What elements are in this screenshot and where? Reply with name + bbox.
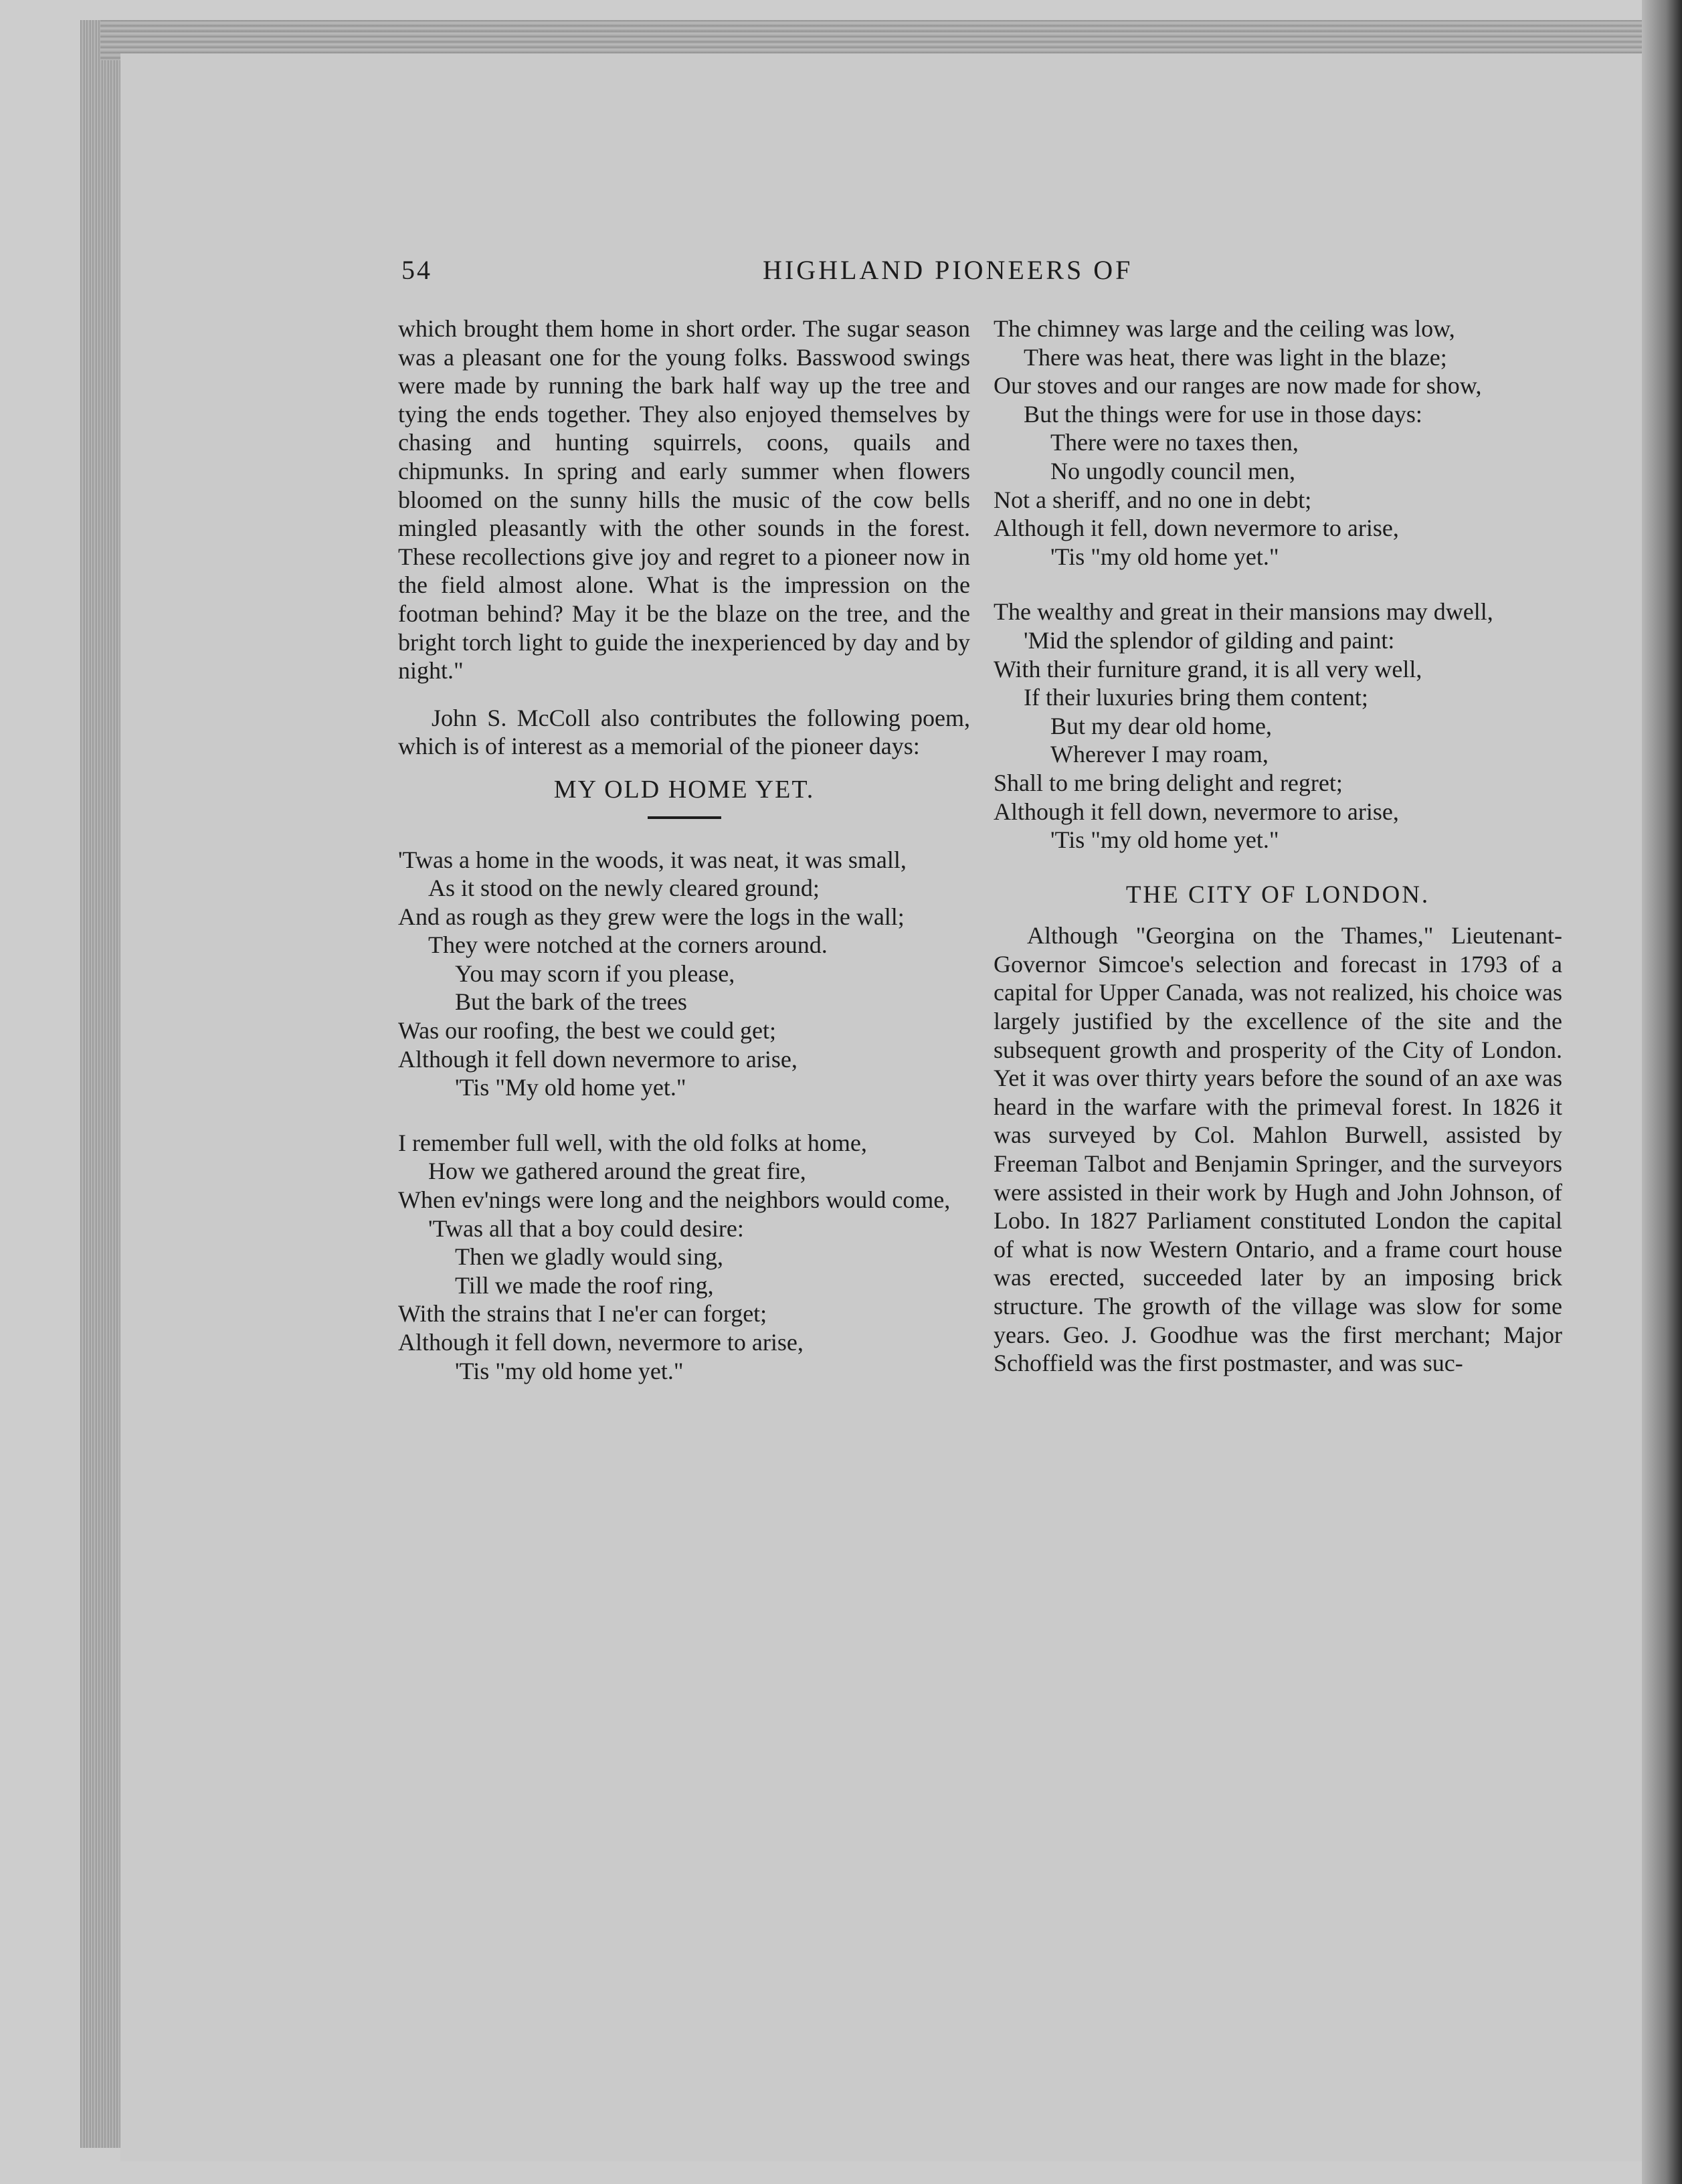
poem-line: If their luxuries bring them content; <box>1024 684 1368 711</box>
poem-stanza-3 <box>994 314 1562 571</box>
poem-line: 'Tis "my old home yet." <box>455 1357 684 1384</box>
running-title: HIGHLAND PIONEERS OF <box>763 255 1133 285</box>
poem-title: MY OLD HOME YET. <box>553 775 815 804</box>
poem-line: Shall to me bring delight and regret; <box>994 769 1343 796</box>
page-number: 54 <box>401 255 432 285</box>
poem-line: Although it fell down, nevermore to arise, <box>994 798 1399 825</box>
poem-line: Then we gladly would sing, <box>455 1243 723 1271</box>
poem-line: 'Twas a home in the woods, it was neat, it was small, <box>398 846 907 873</box>
poem-line: They were notched at the corners around. <box>428 931 828 959</box>
section-title: THE CITY OF LONDON. <box>1125 881 1430 909</box>
poem-line: Although it fell down nevermore to arise, <box>398 1045 798 1073</box>
poem-line: But my dear old home, <box>1050 712 1272 739</box>
poem-line: Our stoves and our ranges are now made for show, <box>994 372 1482 399</box>
poem-line: With the strains that I ne'er can forget; <box>398 1300 767 1328</box>
poem-line: I remember full well, with the old folks at home, <box>398 1129 867 1156</box>
poem-line: Was our roofing, the best we could get; <box>398 1017 776 1044</box>
poem-stanza-1 <box>398 846 970 1102</box>
poem-line: 'Tis "My old home yet." <box>455 1074 686 1101</box>
poem-line: When ev'nings were long and the neighbors would come, <box>398 1186 951 1214</box>
left-column <box>398 314 970 1412</box>
poem-line: But the bark of the trees <box>455 988 687 1016</box>
poem-line: You may scorn if you please, <box>455 960 735 987</box>
poem-line: Although it fell, down nevermore to arise, <box>994 515 1399 542</box>
poem-line: There was heat, there was light in the blaze; <box>1024 343 1447 371</box>
poem-line: Wherever I may roam, <box>1050 741 1269 768</box>
poem-line: 'Twas all that a boy could desire: <box>428 1214 744 1242</box>
title-rule <box>648 816 721 819</box>
poem-line: 'Tis "my old home yet." <box>1050 826 1279 854</box>
poem-line: The wealthy and great in their mansions may dwell, <box>994 598 1493 626</box>
poem-line: Till we made the roof ring, <box>455 1271 714 1299</box>
poem-line: But the things were for use in those days: <box>1024 400 1422 428</box>
poem-stanza-2 <box>398 1129 970 1385</box>
right-column <box>994 314 1562 1378</box>
poem-line: With their furniture grand, it is all very well, <box>994 655 1422 682</box>
poem-line: As it stood on the newly cleared ground; <box>428 875 820 902</box>
paragraph-city-of-london: Although "Georgina on the Thames," Lieutenant-Governor Simcoe's selection and forecast in 1793 of a capital for Upper Canada, was not realized, his choice was largely justified by the excellence of the site and the subsequent growth and prosperity of the City of London. Yet it was over thirty years before the sound of an axe was heard in the warfare with the primeval forest. In 1826 it was surveyed by Col. Mahlon Burwell, assisted by Freeman Talbot and Benjamin Springer, and the surveyors were assisted in their work by Hugh and John Johnson, of Lobo. In 1827 Parliament constituted London the capital of what is now Western Ontario, and a frame court house was erected, succeeded later by an imposing brick structure. The growth of the village was slow for some years. Geo. J. Goodhue was the first merchant; Major Schoffield was the first postmaster, and was suc- <box>994 922 1562 1377</box>
poem-line: Not a sheriff, and no one in debt; <box>994 486 1312 513</box>
poem-line: 'Tis "my old home yet." <box>1050 543 1279 570</box>
poem-line: There were no taxes then, <box>1050 429 1299 456</box>
poem-line: And as rough as they grew were the logs in the wall; <box>398 903 905 930</box>
paragraph-sugar-season: which brought them home in short order. The sugar season was a pleasant one for the young folks. Basswood swings were made by running the bark half way up the tree and tying the ends together. They also enjoyed themselves by chasing and hunting squirrels, coons, quails and chipmunks. In spring and early summer when flowers bloomed on the sunny hills the music of the cow bells mingled pleasantly with the other sounds in the forest. These recollections give joy and regret to a pioneer now in the field almost alone. What is the impression on the footman behind? May it be the blaze on the tree, and the bright torch light to guide the inexperienced by day and by night." <box>398 315 970 685</box>
poem-line: Although it fell down, nevermore to arise, <box>398 1329 804 1356</box>
page-header <box>401 254 1492 294</box>
poem-line: No ungodly council men, <box>1050 457 1295 484</box>
poem-line: How we gathered around the great fire, <box>428 1158 806 1185</box>
poem-line: The chimney was large and the ceiling was low, <box>994 315 1455 342</box>
paragraph-poem-intro: John S. McColl also contributes the following poem, which is of interest as a memorial of the pioneer days: <box>398 704 970 760</box>
poem-stanza-4 <box>994 598 1562 854</box>
page-gutter-shadow <box>1642 0 1682 2184</box>
poem-line: 'Mid the splendor of gilding and paint: <box>1024 626 1395 654</box>
